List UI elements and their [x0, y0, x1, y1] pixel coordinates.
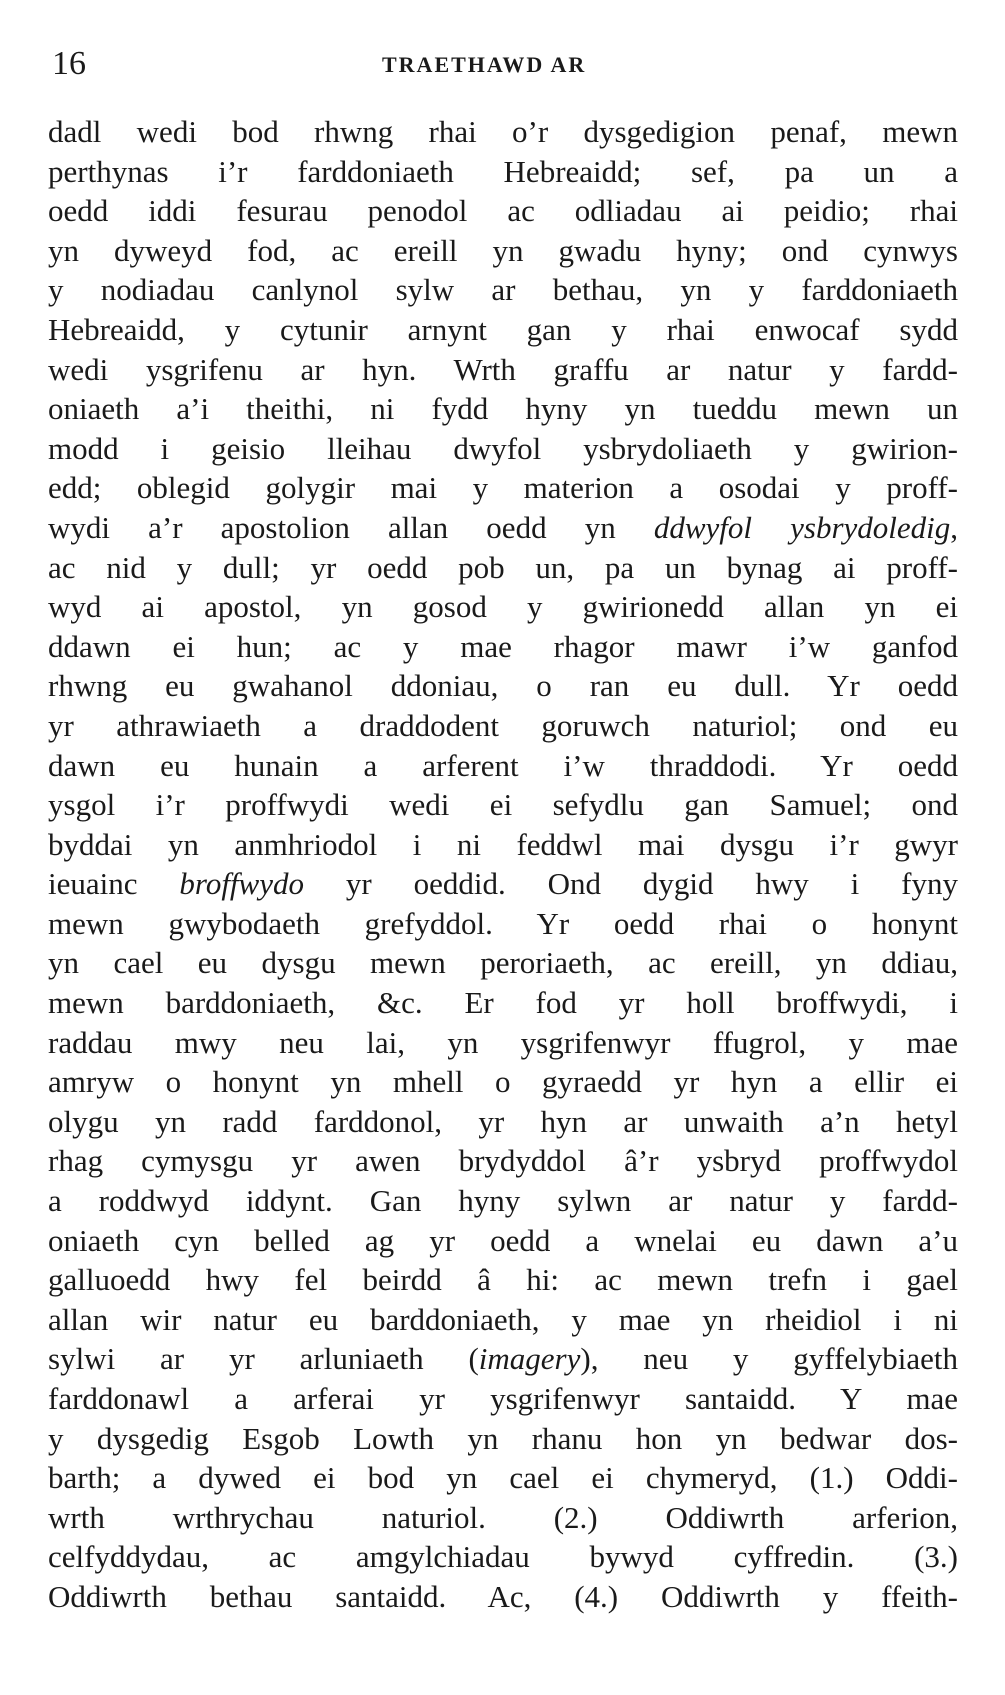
- text-line: [48, 548, 958, 588]
- text-line: [48, 1141, 958, 1181]
- text-line: [48, 1300, 958, 1340]
- text-line: [48, 1221, 958, 1261]
- text-line: [48, 943, 958, 983]
- text-line: [48, 746, 958, 786]
- line-segment: yn dyweyd fod, ac ereill yn gwadu hyny; ond cynwys: [48, 232, 958, 268]
- line-segment: modd i geisio lleihau dwyfol ysbrydoliaeth y gwirion-: [48, 430, 958, 466]
- text-line: [48, 1023, 958, 1063]
- text-line: [48, 785, 958, 825]
- text-line: [48, 1577, 958, 1617]
- line-segment: wrth wrthrychau naturiol. (2.) Oddiwrth arferion,: [48, 1499, 958, 1535]
- text-line: [48, 1181, 958, 1221]
- line-segment: wedi ysgrifenu ar hyn. Wrth graffu ar natur y fardd-: [48, 351, 958, 387]
- text-line: [48, 1419, 958, 1459]
- text-line: [48, 350, 958, 390]
- line-segment: olygu yn radd farddonol, yr hyn ar unwaith a’n hetyl: [48, 1103, 958, 1139]
- italic-phrase: broffwydo: [179, 866, 304, 902]
- text-line: [48, 1379, 958, 1419]
- line-segment: byddai yn anmhriodol i ni feddwl mai dysgu i’r gwyr: [48, 826, 958, 862]
- text-line: [48, 310, 958, 350]
- body-text: [48, 112, 958, 1617]
- text-line: [48, 627, 958, 667]
- text-line: [48, 231, 958, 271]
- text-line: [48, 983, 958, 1023]
- line-segment: rhag cymysgu yr awen brydyddol â’r ysbryd proffwydol: [48, 1143, 958, 1179]
- text-line: [48, 389, 958, 429]
- text-line: [48, 1062, 958, 1102]
- line-segment: Hebreaidd, y cytunir arnynt gan y rhai enwocaf sydd: [48, 311, 958, 347]
- text-line: [48, 468, 958, 508]
- line-segment: allan wir natur eu barddoniaeth, y mae yn rheidiol i ni: [48, 1301, 958, 1337]
- line-segment: perthynas i’r farddoniaeth Hebreaidd; sef, pa un a: [48, 153, 958, 189]
- line-segment: sylwi ar yr arluniaeth (: [48, 1341, 479, 1377]
- line-segment: mewn barddoniaeth, &c. Er fod yr holl broffwydi, i: [48, 985, 958, 1021]
- line-segment: ), neu y gyffelybiaeth: [580, 1341, 958, 1377]
- line-segment: ieuainc: [48, 866, 180, 902]
- line-segment: dawn eu hunain a arferent i’w thraddodi. Yr oedd: [48, 747, 958, 783]
- line-segment: oniaeth cyn belled ag yr oedd a wnelai eu dawn a’u: [48, 1222, 958, 1258]
- line-segment: yn cael eu dysgu mewn peroriaeth, ac ereill, yn ddiau,: [48, 945, 958, 981]
- line-segment: a roddwyd iddynt. Gan hyny sylwn ar natur y fardd-: [48, 1183, 958, 1219]
- text-line: [48, 191, 958, 231]
- text-line: [48, 587, 958, 627]
- line-segment: ac nid y dull; yr oedd pob un, pa un bynag ai proff-: [48, 549, 958, 585]
- line-segment: celfyddydau, ac amgylchiadau bywyd cyffredin. (3.): [48, 1539, 958, 1575]
- text-line: [48, 666, 958, 706]
- text-line: [48, 1498, 958, 1538]
- line-segment: wydi a’r apostolion allan oedd yn: [48, 509, 654, 545]
- line-segment: edd; oblegid golygir mai y materion a osodai y proff-: [48, 470, 958, 506]
- line-segment: y nodiadau canlynol sylw ar bethau, yn y farddoniaeth: [48, 272, 958, 308]
- text-line: [48, 429, 958, 469]
- text-line: [48, 825, 958, 865]
- text-line: [48, 1260, 958, 1300]
- line-segment: yr athrawiaeth a draddodent goruwch naturiol; ond eu: [48, 707, 958, 743]
- line-segment: rhwng eu gwahanol ddoniau, o ran eu dull. Yr oedd: [48, 668, 958, 704]
- line-segment: yr oeddid. Ond dygid hwy i fyny: [303, 866, 958, 902]
- line-segment: galluoedd hwy fel beirdd â hi: ac mewn trefn i gael: [48, 1262, 958, 1298]
- text-line: [48, 1458, 958, 1498]
- italic-phrase: ddwyfol ysbrydoledig: [653, 509, 951, 545]
- text-line: [48, 270, 958, 310]
- line-segment: dadl wedi bod rhwng rhai o’r dysgedigion penaf, mewn: [48, 114, 958, 149]
- running-head: [52, 44, 952, 84]
- text-line: [48, 152, 958, 192]
- line-segment: ,: [950, 509, 958, 545]
- line-segment: barth; a dywed ei bod yn cael ei chymeryd, (1.) Oddi-: [48, 1460, 958, 1496]
- text-line: [48, 864, 958, 904]
- line-segment: ddawn ei hun; ac y mae rhagor mawr i’w ganfod: [48, 628, 958, 664]
- text-line: [48, 1102, 958, 1142]
- line-segment: y dysgedig Esgob Lowth yn rhanu hon yn bedwar dos-: [48, 1420, 958, 1456]
- line-segment: oniaeth a’i theithi, ni fydd hyny yn tueddu mewn un: [48, 391, 958, 427]
- line-segment: ysgol i’r proffwydi wedi ei sefydlu gan Samuel; ond: [48, 787, 958, 823]
- line-segment: Oddiwrth bethau santaidd. Ac, (4.) Oddiwrth y ffeith-: [48, 1578, 958, 1614]
- running-title: TRAETHAWD AR: [382, 52, 587, 77]
- text-line: [48, 1339, 958, 1379]
- text-line: [48, 508, 958, 548]
- line-segment: oedd iddi fesurau penodol ac odliadau ai peidio; rhai: [48, 193, 958, 229]
- line-segment: raddau mwy neu lai, yn ysgrifenwyr ffugrol, y mae: [48, 1024, 958, 1060]
- line-segment: amryw o honynt yn mhell o gyraedd yr hyn a ellir ei: [48, 1064, 958, 1100]
- text-line: [48, 112, 958, 152]
- line-segment: farddonawl a arferai yr ysgrifenwyr santaidd. Y mae: [48, 1381, 958, 1416]
- line-segment: wyd ai apostol, yn gosod y gwirionedd allan yn ei: [48, 589, 958, 625]
- line-segment: mewn gwybodaeth grefyddol. Yr oedd rhai o honynt: [48, 905, 958, 941]
- page-number: 16: [52, 45, 86, 82]
- italic-phrase: imagery: [478, 1341, 581, 1377]
- text-line: [48, 706, 958, 746]
- text-line: [48, 904, 958, 944]
- text-line: [48, 1537, 958, 1577]
